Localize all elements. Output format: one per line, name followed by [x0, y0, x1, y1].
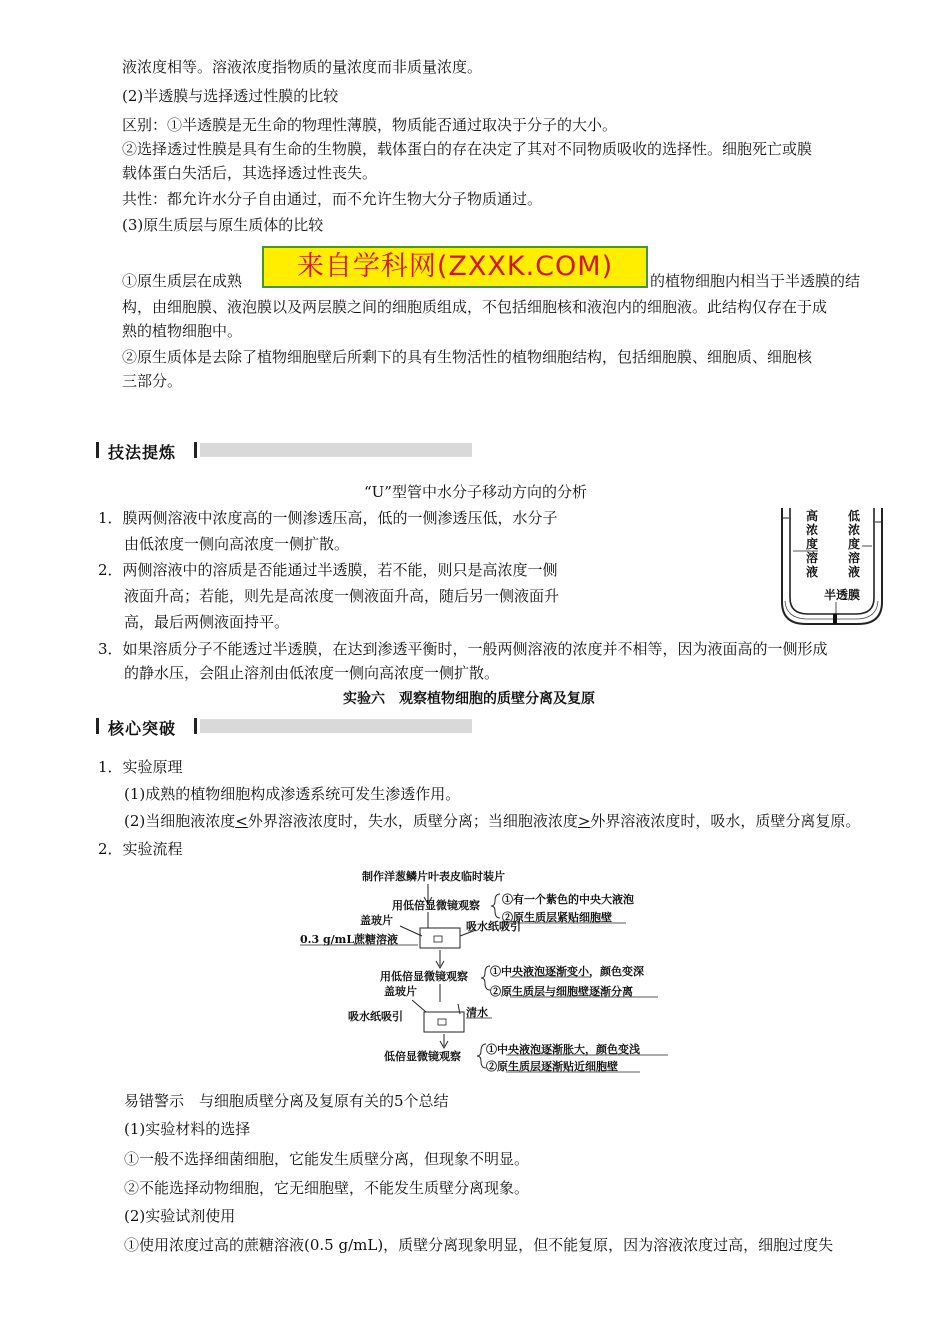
fig-label-low: 度 — [848, 537, 861, 551]
text-line: 载体蛋白失活后，其选择透过性丧失。 — [122, 164, 378, 182]
experiment-flow-diagram — [300, 864, 690, 1076]
list-item: 由低浓度一侧向高浓度一侧扩散。 — [124, 535, 350, 553]
section-tick — [194, 718, 197, 734]
flow-observe-1: 用低倍显微镜观察 — [392, 899, 480, 912]
fig-label-high: 液 — [806, 565, 819, 579]
flow-result: ②原生质层与细胞壁逐渐分离 — [490, 985, 633, 998]
flow-result: ①中央液泡逐渐胀大，颜色变浅 — [486, 1043, 640, 1056]
text-line: (2)实验试剂使用 — [124, 1207, 236, 1225]
flow-absorb: 吸水纸吸引 — [348, 1010, 403, 1023]
fig-label-membrane: 半透膜 — [824, 588, 861, 602]
text-line: 区别：①半透膜是无生命的物理性薄膜，物质能否通过取决于分子的大小。 — [122, 116, 618, 134]
section-bar-fill — [200, 719, 472, 733]
list-item: 的静水压，会阻止溶剂由低浓度一侧向高浓度一侧扩散。 — [124, 664, 500, 682]
text-line: (2)当细胞液浓度<外界溶液浓度时，失水，质壁分离；当细胞液浓度>外界溶液浓度时，吸水，质壁分离复原。 — [124, 812, 861, 830]
text-line: (3)原生质层与原生质体的比较 — [122, 216, 324, 234]
text-line: ②选择透过性膜是具有生命的生物膜，载体蛋白的存在决定了其对不同物质吸收的选择性。细胞死亡或膜 — [122, 140, 813, 158]
subheading: “U”型管中水分子移动方向的分析 — [364, 483, 587, 501]
flow-absorb: 吸水纸吸引 — [466, 920, 521, 933]
fig-label-high: 度 — [806, 537, 819, 551]
flow-coverslip: 盖玻片 — [360, 914, 393, 927]
text-line: (1)实验材料的选择 — [124, 1120, 251, 1138]
text-line: ①一般不选择细菌细胞，它能发生质壁分离，但现象不明显。 — [124, 1150, 530, 1168]
list-item: 液面升高；若能，则先是高浓度一侧液面升高，随后另一侧液面升 — [124, 587, 560, 605]
section-bar-fill — [200, 443, 472, 457]
list-item: 高，最后两侧液面持平。 — [124, 613, 290, 631]
flow-sucrose: 0.3 g/mL蔗糖溶液 — [300, 933, 399, 946]
core-heading: 1．实验原理 — [98, 758, 183, 776]
flow-result: ①有一个紫色的中央大液泡 — [502, 893, 634, 906]
fig-label-low: 低 — [848, 509, 861, 523]
flow-result: ①中央液泡逐渐变小，颜色变深 — [490, 965, 644, 978]
text-line: 熟的植物细胞中。 — [122, 322, 243, 340]
list-item: 3．如果溶质分子不能透过半透膜，在达到渗透平衡时，一般两侧溶液的浓度并不相等，因为液面高的一侧形成 — [98, 640, 828, 658]
section-tick — [194, 442, 197, 458]
text-line: 的植物细胞内相当于半透膜的结 — [650, 272, 861, 290]
flow-water: 清水 — [466, 1006, 488, 1019]
fig-label-high: 溶 — [806, 551, 819, 565]
text-line: ②不能选择动物细胞，它无细胞壁，不能发生质壁分离现象。 — [124, 1179, 530, 1197]
text-line: (2)半透膜与选择透过性膜的比较 — [122, 87, 339, 105]
section-header-techniques — [96, 440, 476, 460]
flow-coverslip: 盖玻片 — [384, 985, 417, 998]
fig-label-high: 浓 — [806, 523, 819, 537]
fig-label-low: 溶 — [848, 551, 861, 565]
watermark-logo: 来自学科网(ZXXK.COM) — [262, 246, 648, 288]
text-line: ①原生质层在成熟 — [122, 272, 243, 290]
list-item: 2．两侧溶液中的溶质是否能通过半透膜，若不能，则只是高浓度一侧 — [98, 561, 558, 579]
warning-title: 易错警示 与细胞质壁分离及复原有关的5个总结 — [124, 1092, 449, 1110]
flow-result: ②原生质层逐渐贴近细胞壁 — [486, 1060, 618, 1073]
flow-observe-2: 用低倍显微镜观察 — [380, 970, 468, 983]
section-title: 技法提炼 — [108, 443, 177, 462]
membrane-mark — [833, 614, 837, 624]
fig-label-high: 高 — [806, 509, 819, 523]
flow-result: ②原生质层紧贴细胞壁 — [502, 911, 612, 924]
fig-label-low: 液 — [848, 565, 861, 579]
core-heading: 2．实验流程 — [98, 840, 183, 858]
experiment-title: 实验六 观察植物细胞的质壁分离及复原 — [343, 691, 595, 707]
text-line: 共性：都允许水分子自由通过，而不允许生物大分子物质通过。 — [122, 190, 543, 208]
section-tick — [96, 442, 99, 458]
text-line: ①使用浓度过高的蔗糖溶液(0.5 g/mL)，质壁分离现象明显，但不能复原，因为溶液浓度过高，细胞过度失 — [124, 1236, 834, 1254]
u-tube-figure — [776, 506, 888, 630]
section-title: 核心突破 — [108, 719, 177, 738]
flow-step-prepare: 制作洋葱鳞片叶表皮临时装片 — [362, 870, 505, 883]
fig-label-low: 浓 — [848, 523, 861, 537]
list-item: 1．膜两侧溶液中浓度高的一侧渗透压高，低的一侧渗透压低，水分子 — [98, 509, 558, 527]
text-line: 液浓度相等。溶液浓度指物质的量浓度而非质量浓度。 — [122, 58, 483, 76]
text-line: ②原生质体是去除了植物细胞壁后所剩下的具有生物活性的植物细胞结构，包括细胞膜、细胞质、细胞核 — [122, 348, 813, 366]
text-line: 三部分。 — [122, 372, 183, 390]
flow-observe-3: 低倍显微镜观察 — [384, 1050, 461, 1063]
section-header-core — [96, 716, 476, 736]
text-line: 构，由细胞膜、液泡膜以及两层膜之间的细胞质组成，不包括细胞核和液泡内的细胞液。此结构仅存在于成 — [122, 298, 828, 316]
section-tick — [96, 718, 99, 734]
text-line: (1)成熟的植物细胞构成渗透系统可发生渗透作用。 — [124, 785, 461, 803]
